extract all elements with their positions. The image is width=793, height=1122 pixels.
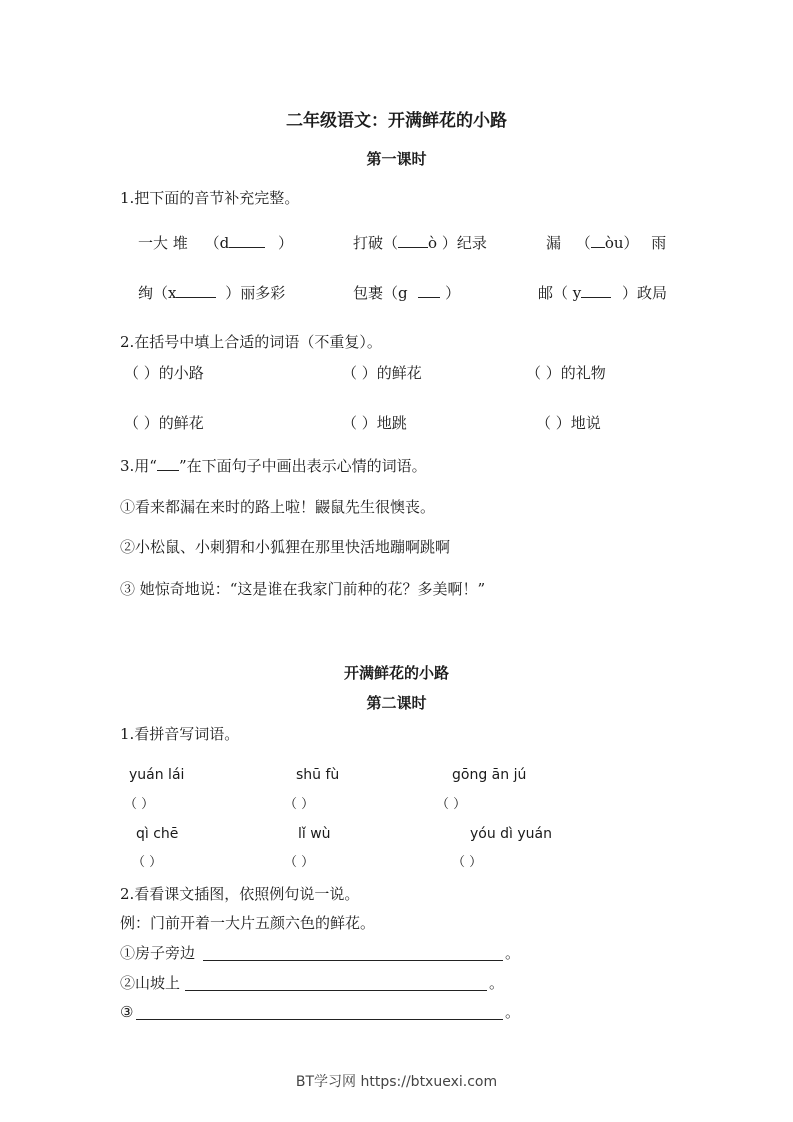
writing-line[interactable] bbox=[203, 960, 503, 961]
syllable-item-1: 一大 堆 （d ） bbox=[138, 234, 293, 252]
q3-prompt: 3.用“ ”在下面句子中画出表示心情的词语。 bbox=[120, 457, 427, 475]
fill-item[interactable]: （ ）的鲜花 bbox=[124, 414, 204, 432]
period: 。 bbox=[489, 974, 505, 992]
l2-q1-prompt: 1.看拼音写词语。 bbox=[120, 725, 240, 743]
fill-item[interactable]: （ ）地跳 bbox=[342, 414, 407, 432]
q1-prompt: 1.把下面的音节补充完整。 bbox=[120, 189, 300, 207]
answer-brackets[interactable]: （ ） bbox=[284, 855, 315, 870]
writing-line[interactable] bbox=[185, 990, 487, 991]
fill-item[interactable]: （ ）的小路 bbox=[124, 364, 204, 382]
underline-sample bbox=[157, 456, 179, 471]
l2-q2-prompt: 2.看看课文插图，依照例句说一说。 bbox=[120, 885, 360, 903]
syllable-item-5: 包裹（g ） bbox=[353, 284, 461, 302]
answer-brackets[interactable]: （ ） bbox=[124, 797, 155, 812]
answer-brackets[interactable]: （ ） bbox=[284, 797, 315, 812]
period: 。 bbox=[505, 944, 521, 962]
writing-item-2-label: ②山坡上 bbox=[120, 974, 181, 992]
fill-item[interactable]: （ ）地说 bbox=[536, 414, 601, 432]
sentence-1: ①看来都漏在来时的路上啦！鼹鼠先生很懊丧。 bbox=[120, 498, 436, 516]
pinyin: yóu dì yuán bbox=[470, 826, 553, 842]
pinyin: gōng ān jú bbox=[452, 767, 527, 783]
fill-blank[interactable] bbox=[229, 233, 265, 248]
answer-brackets[interactable]: （ ） bbox=[132, 855, 163, 870]
writing-line[interactable] bbox=[136, 1019, 503, 1020]
pinyin: qì chē bbox=[136, 826, 179, 842]
writing-item-1-label: ①房子旁边 bbox=[120, 944, 196, 962]
answer-brackets[interactable]: （ ） bbox=[436, 797, 467, 812]
fill-blank[interactable] bbox=[398, 233, 428, 248]
page-title: 二年级语文：开满鲜花的小路 bbox=[286, 111, 507, 131]
pinyin: lǐ wù bbox=[298, 826, 331, 842]
syllable-item-6: 邮（ y ）政局 bbox=[538, 284, 668, 302]
fill-blank[interactable] bbox=[581, 283, 611, 298]
period: 。 bbox=[505, 1003, 521, 1021]
q2-prompt: 2.在括号中填上合适的词语（不重复）。 bbox=[120, 333, 382, 351]
lesson2-heading: 第二课时 bbox=[366, 694, 427, 712]
syllable-item-3: 漏 （ òu） 雨 bbox=[546, 234, 667, 252]
fill-item[interactable]: （ ）的礼物 bbox=[526, 364, 606, 382]
answer-brackets[interactable]: （ ） bbox=[452, 855, 483, 870]
word-text: 一大 堆 bbox=[138, 234, 188, 252]
lesson1-heading: 第一课时 bbox=[366, 150, 427, 168]
example-sentence: 例：门前开着一大片五颜六色的鲜花。 bbox=[120, 914, 376, 932]
syllable-item-2: 打破（ ò ）纪录 bbox=[353, 234, 487, 252]
fill-blank[interactable] bbox=[176, 283, 216, 298]
pinyin: shū fù bbox=[296, 767, 340, 783]
sentence-3: ③ 她惊奇地说：“这是谁在我家门前种的花？多美啊！” bbox=[120, 580, 486, 598]
fill-blank[interactable] bbox=[591, 233, 605, 248]
syllable-item-4: 绚（x ）丽多彩 bbox=[138, 284, 286, 302]
pinyin: yuán lái bbox=[129, 767, 185, 783]
fill-item[interactable]: （ ）的鲜花 bbox=[342, 364, 422, 382]
sentence-2: ②小松鼠、小刺猬和小狐狸在那里快活地蹦啊跳啊 bbox=[120, 538, 451, 556]
footer-watermark: BT学习网 https://btxuexi.com bbox=[295, 1074, 498, 1090]
writing-item-3-label: ③ bbox=[120, 1003, 134, 1021]
fill-blank[interactable] bbox=[418, 283, 440, 298]
lesson2-title: 开满鲜花的小路 bbox=[343, 664, 449, 682]
